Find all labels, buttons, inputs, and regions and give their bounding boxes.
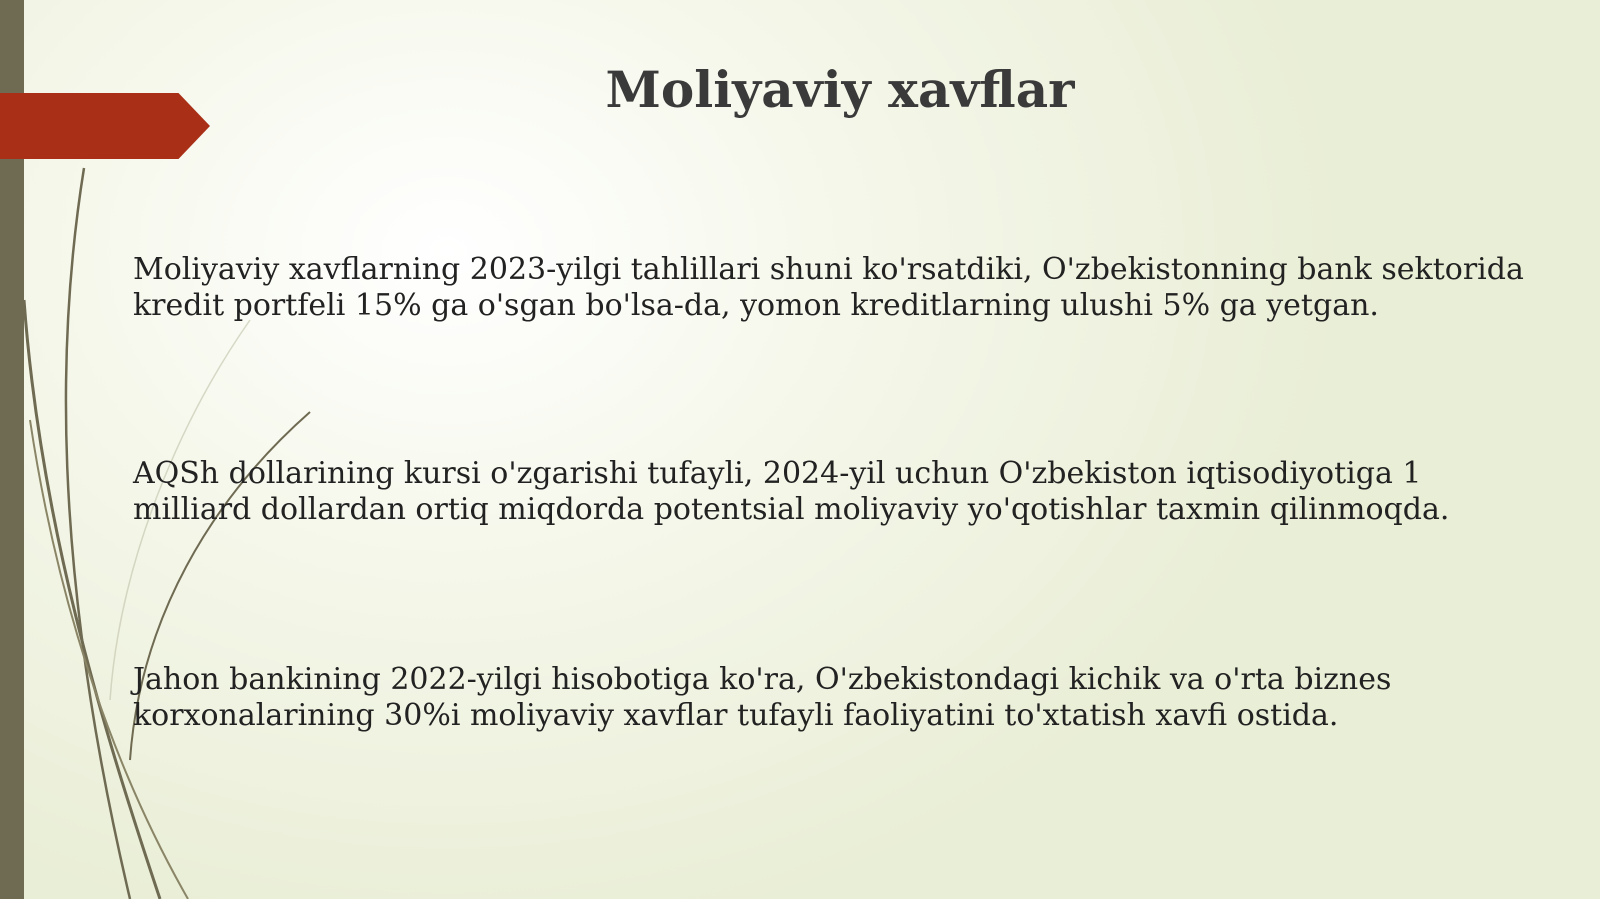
paragraph-world-bank-report: Jahon bankining 2022-yilgi hisobotiga ko'ra, O'zbekistondagi kichik va o'rta biznes korxonalarining 30%i moliyaviy xavflar tufayli faoliyatini to'xtatish xavfi ostida. — [133, 662, 1392, 733]
paragraph-dollar-exchange: AQSh dollarining kursi o'zgarishi tufayli, 2024-yil uchun O'zbekiston iqtisodiyotiga 1 milliard dollardan ortiq miqdorda potentsial moliyaviy yo'qotishlar taxmin qilinmoqda. — [133, 456, 1450, 527]
slide-title: Moliyaviy xavflar — [605, 60, 1075, 119]
red-arrow-tag — [0, 93, 210, 159]
paragraph-credit-portfolio: Moliyaviy xavflarning 2023-yilgi tahlillari shuni ko'rsatdiki, O'zbekistonning bank sektorida kredit portfeli 15% ga o'sgan bo'lsa-da, yomon kreditlarning ulushi 5% ga yetgan. — [133, 252, 1524, 323]
